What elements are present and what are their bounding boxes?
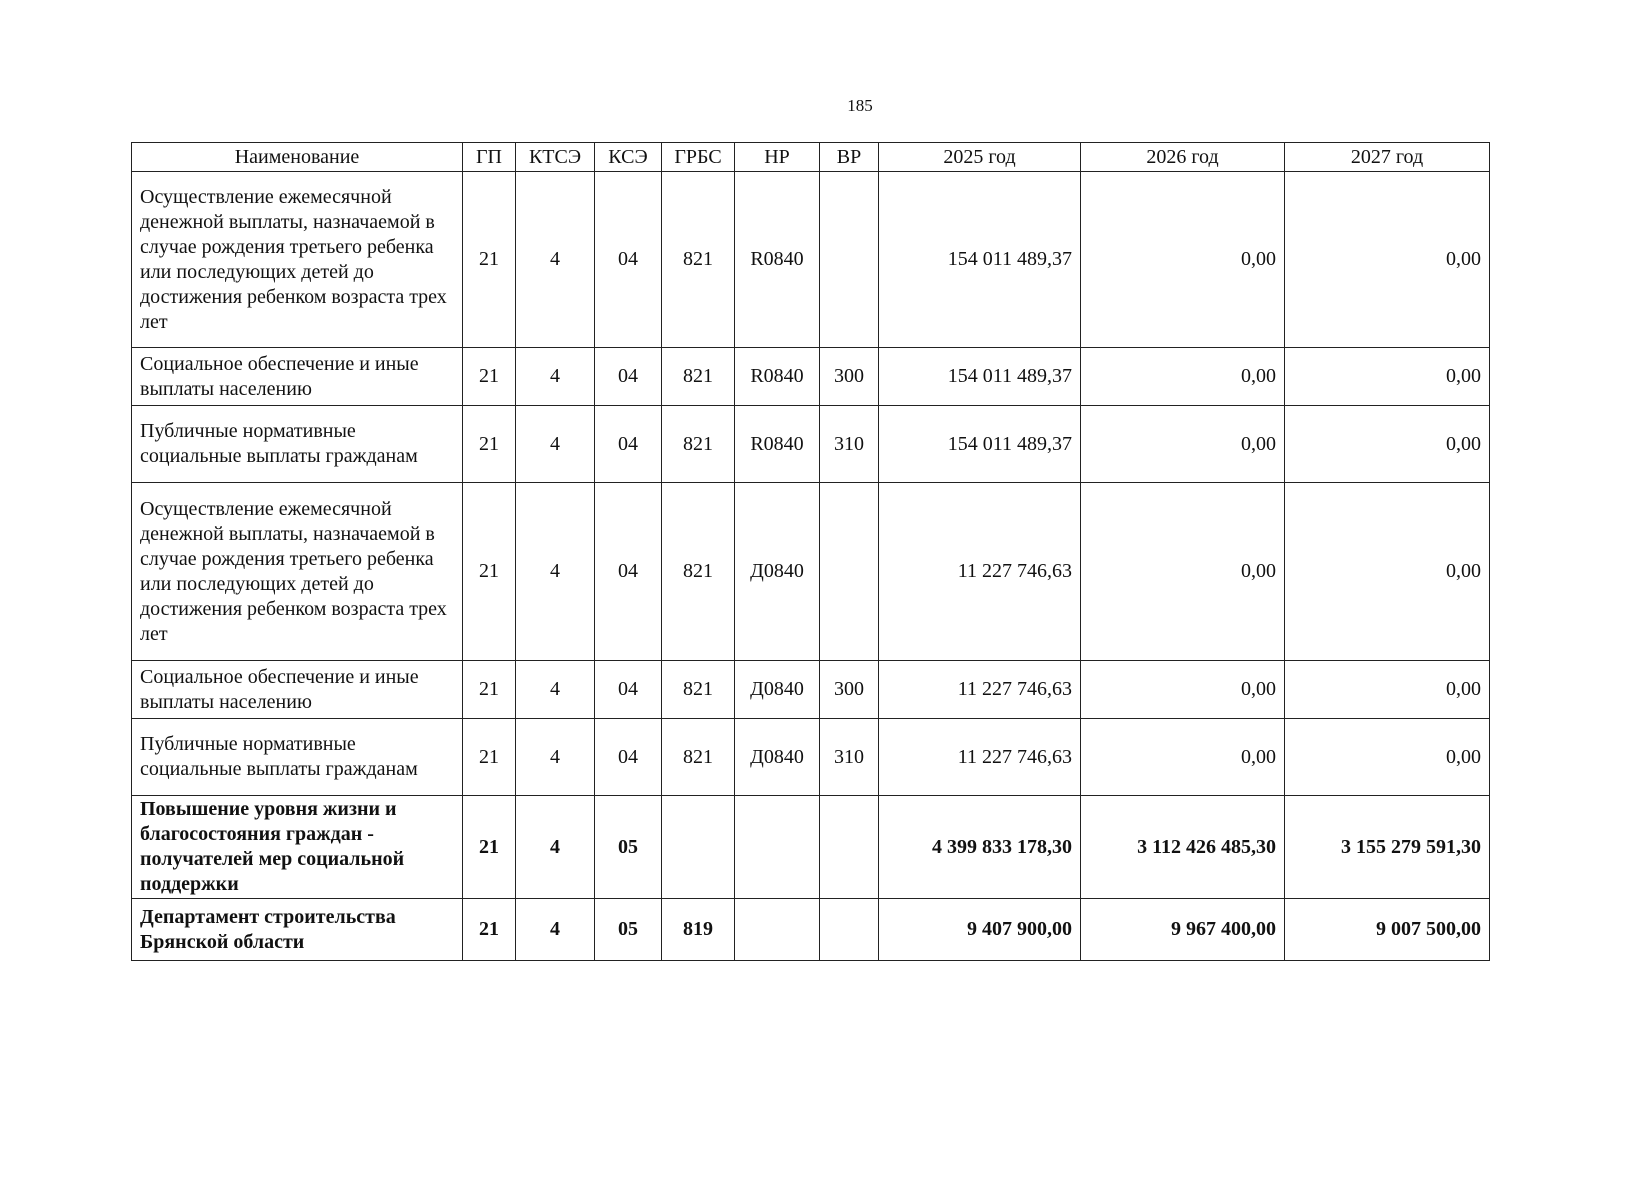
table-row <box>132 719 1490 796</box>
column-header-2025: 2025 год <box>879 143 1081 172</box>
row-amount-2027: 0,00 <box>1285 661 1490 719</box>
row-gp: 21 <box>463 172 516 348</box>
row-amount-2026: 9 967 400,00 <box>1081 899 1285 961</box>
row-amount-2025: 154 011 489,37 <box>879 348 1081 406</box>
row-name: Социальное обеспечение и иные выплаты населению <box>132 661 463 719</box>
table-row <box>132 348 1490 406</box>
column-header-vr: ВР <box>820 143 879 172</box>
row-amount-2026: 3 112 426 485,30 <box>1081 796 1285 899</box>
row-gp: 21 <box>463 719 516 796</box>
row-kse: 04 <box>595 661 662 719</box>
row-kse: 05 <box>595 796 662 899</box>
row-grbs: 821 <box>662 348 735 406</box>
column-header-2026: 2026 год <box>1081 143 1285 172</box>
table-row <box>132 899 1490 961</box>
row-grbs <box>662 796 735 899</box>
row-vr: 300 <box>820 661 879 719</box>
row-amount-2025: 4 399 833 178,30 <box>879 796 1081 899</box>
row-vr: 300 <box>820 348 879 406</box>
row-vr: 310 <box>820 406 879 483</box>
row-amount-2026: 0,00 <box>1081 348 1285 406</box>
row-grbs: 821 <box>662 719 735 796</box>
header-row <box>132 143 1490 172</box>
row-kse: 04 <box>595 348 662 406</box>
row-ktse: 4 <box>516 719 595 796</box>
row-gp: 21 <box>463 661 516 719</box>
column-header-2027: 2027 год <box>1285 143 1490 172</box>
row-nr: Д0840 <box>735 661 820 719</box>
row-ktse: 4 <box>516 348 595 406</box>
table-header <box>132 143 1490 172</box>
row-amount-2026: 0,00 <box>1081 483 1285 661</box>
row-gp: 21 <box>463 796 516 899</box>
row-gp: 21 <box>463 406 516 483</box>
row-amount-2026: 0,00 <box>1081 406 1285 483</box>
column-header-nr: НР <box>735 143 820 172</box>
row-nr: R0840 <box>735 172 820 348</box>
row-amount-2026: 0,00 <box>1081 172 1285 348</box>
row-name: Осуществление ежемесячной денежной выплаты, назначаемой в случае рождения третьего ребенка или последующих детей до достижения ребенком возраста трех лет <box>132 483 463 661</box>
row-amount-2025: 154 011 489,37 <box>879 406 1081 483</box>
row-ktse: 4 <box>516 172 595 348</box>
row-vr <box>820 796 879 899</box>
page-number: 185 <box>847 96 873 115</box>
row-grbs: 821 <box>662 661 735 719</box>
row-amount-2027: 0,00 <box>1285 719 1490 796</box>
row-amount-2027: 9 007 500,00 <box>1285 899 1490 961</box>
row-ktse: 4 <box>516 796 595 899</box>
table-body <box>132 172 1490 961</box>
table-row <box>132 406 1490 483</box>
row-name: Повышение уровня жизни и благосостояния граждан - получателей мер социальной поддержки <box>132 796 463 899</box>
row-amount-2025: 11 227 746,63 <box>879 719 1081 796</box>
row-nr: Д0840 <box>735 719 820 796</box>
row-amount-2027: 0,00 <box>1285 348 1490 406</box>
column-header-gp: ГП <box>463 143 516 172</box>
row-name: Социальное обеспечение и иные выплаты населению <box>132 348 463 406</box>
row-grbs: 821 <box>662 483 735 661</box>
row-vr: 310 <box>820 719 879 796</box>
column-header-ktse: КТСЭ <box>516 143 595 172</box>
row-kse: 04 <box>595 719 662 796</box>
row-kse: 04 <box>595 406 662 483</box>
row-ktse: 4 <box>516 483 595 661</box>
row-nr <box>735 796 820 899</box>
row-vr <box>820 483 879 661</box>
budget-table <box>131 142 1490 961</box>
row-kse: 04 <box>595 483 662 661</box>
table-row <box>132 796 1490 899</box>
row-name: Осуществление ежемесячной денежной выплаты, назначаемой в случае рождения третьего ребенка или последующих детей до достижения ребенком возраста трех лет <box>132 172 463 348</box>
row-amount-2025: 9 407 900,00 <box>879 899 1081 961</box>
row-gp: 21 <box>463 483 516 661</box>
row-grbs: 821 <box>662 406 735 483</box>
row-amount-2025: 11 227 746,63 <box>879 483 1081 661</box>
row-nr: R0840 <box>735 406 820 483</box>
row-amount-2027: 0,00 <box>1285 483 1490 661</box>
row-name: Публичные нормативные социальные выплаты гражданам <box>132 719 463 796</box>
row-vr <box>820 899 879 961</box>
row-amount-2025: 11 227 746,63 <box>879 661 1081 719</box>
row-ktse: 4 <box>516 661 595 719</box>
column-header-name: Наименование <box>132 143 463 172</box>
table-row <box>132 483 1490 661</box>
column-header-grbs: ГРБС <box>662 143 735 172</box>
table-row <box>132 661 1490 719</box>
row-ktse: 4 <box>516 899 595 961</box>
row-amount-2027: 3 155 279 591,30 <box>1285 796 1490 899</box>
row-nr <box>735 899 820 961</box>
row-amount-2025: 154 011 489,37 <box>879 172 1081 348</box>
row-amount-2026: 0,00 <box>1081 719 1285 796</box>
row-amount-2026: 0,00 <box>1081 661 1285 719</box>
row-name: Публичные нормативные социальные выплаты гражданам <box>132 406 463 483</box>
row-nr: Д0840 <box>735 483 820 661</box>
row-grbs: 821 <box>662 172 735 348</box>
row-gp: 21 <box>463 348 516 406</box>
row-nr: R0840 <box>735 348 820 406</box>
row-grbs: 819 <box>662 899 735 961</box>
row-ktse: 4 <box>516 406 595 483</box>
column-header-kse: КСЭ <box>595 143 662 172</box>
row-kse: 05 <box>595 899 662 961</box>
row-amount-2027: 0,00 <box>1285 172 1490 348</box>
table-row <box>132 172 1490 348</box>
row-name: Департамент строительства Брянской области <box>132 899 463 961</box>
row-amount-2027: 0,00 <box>1285 406 1490 483</box>
row-vr <box>820 172 879 348</box>
row-kse: 04 <box>595 172 662 348</box>
row-gp: 21 <box>463 899 516 961</box>
